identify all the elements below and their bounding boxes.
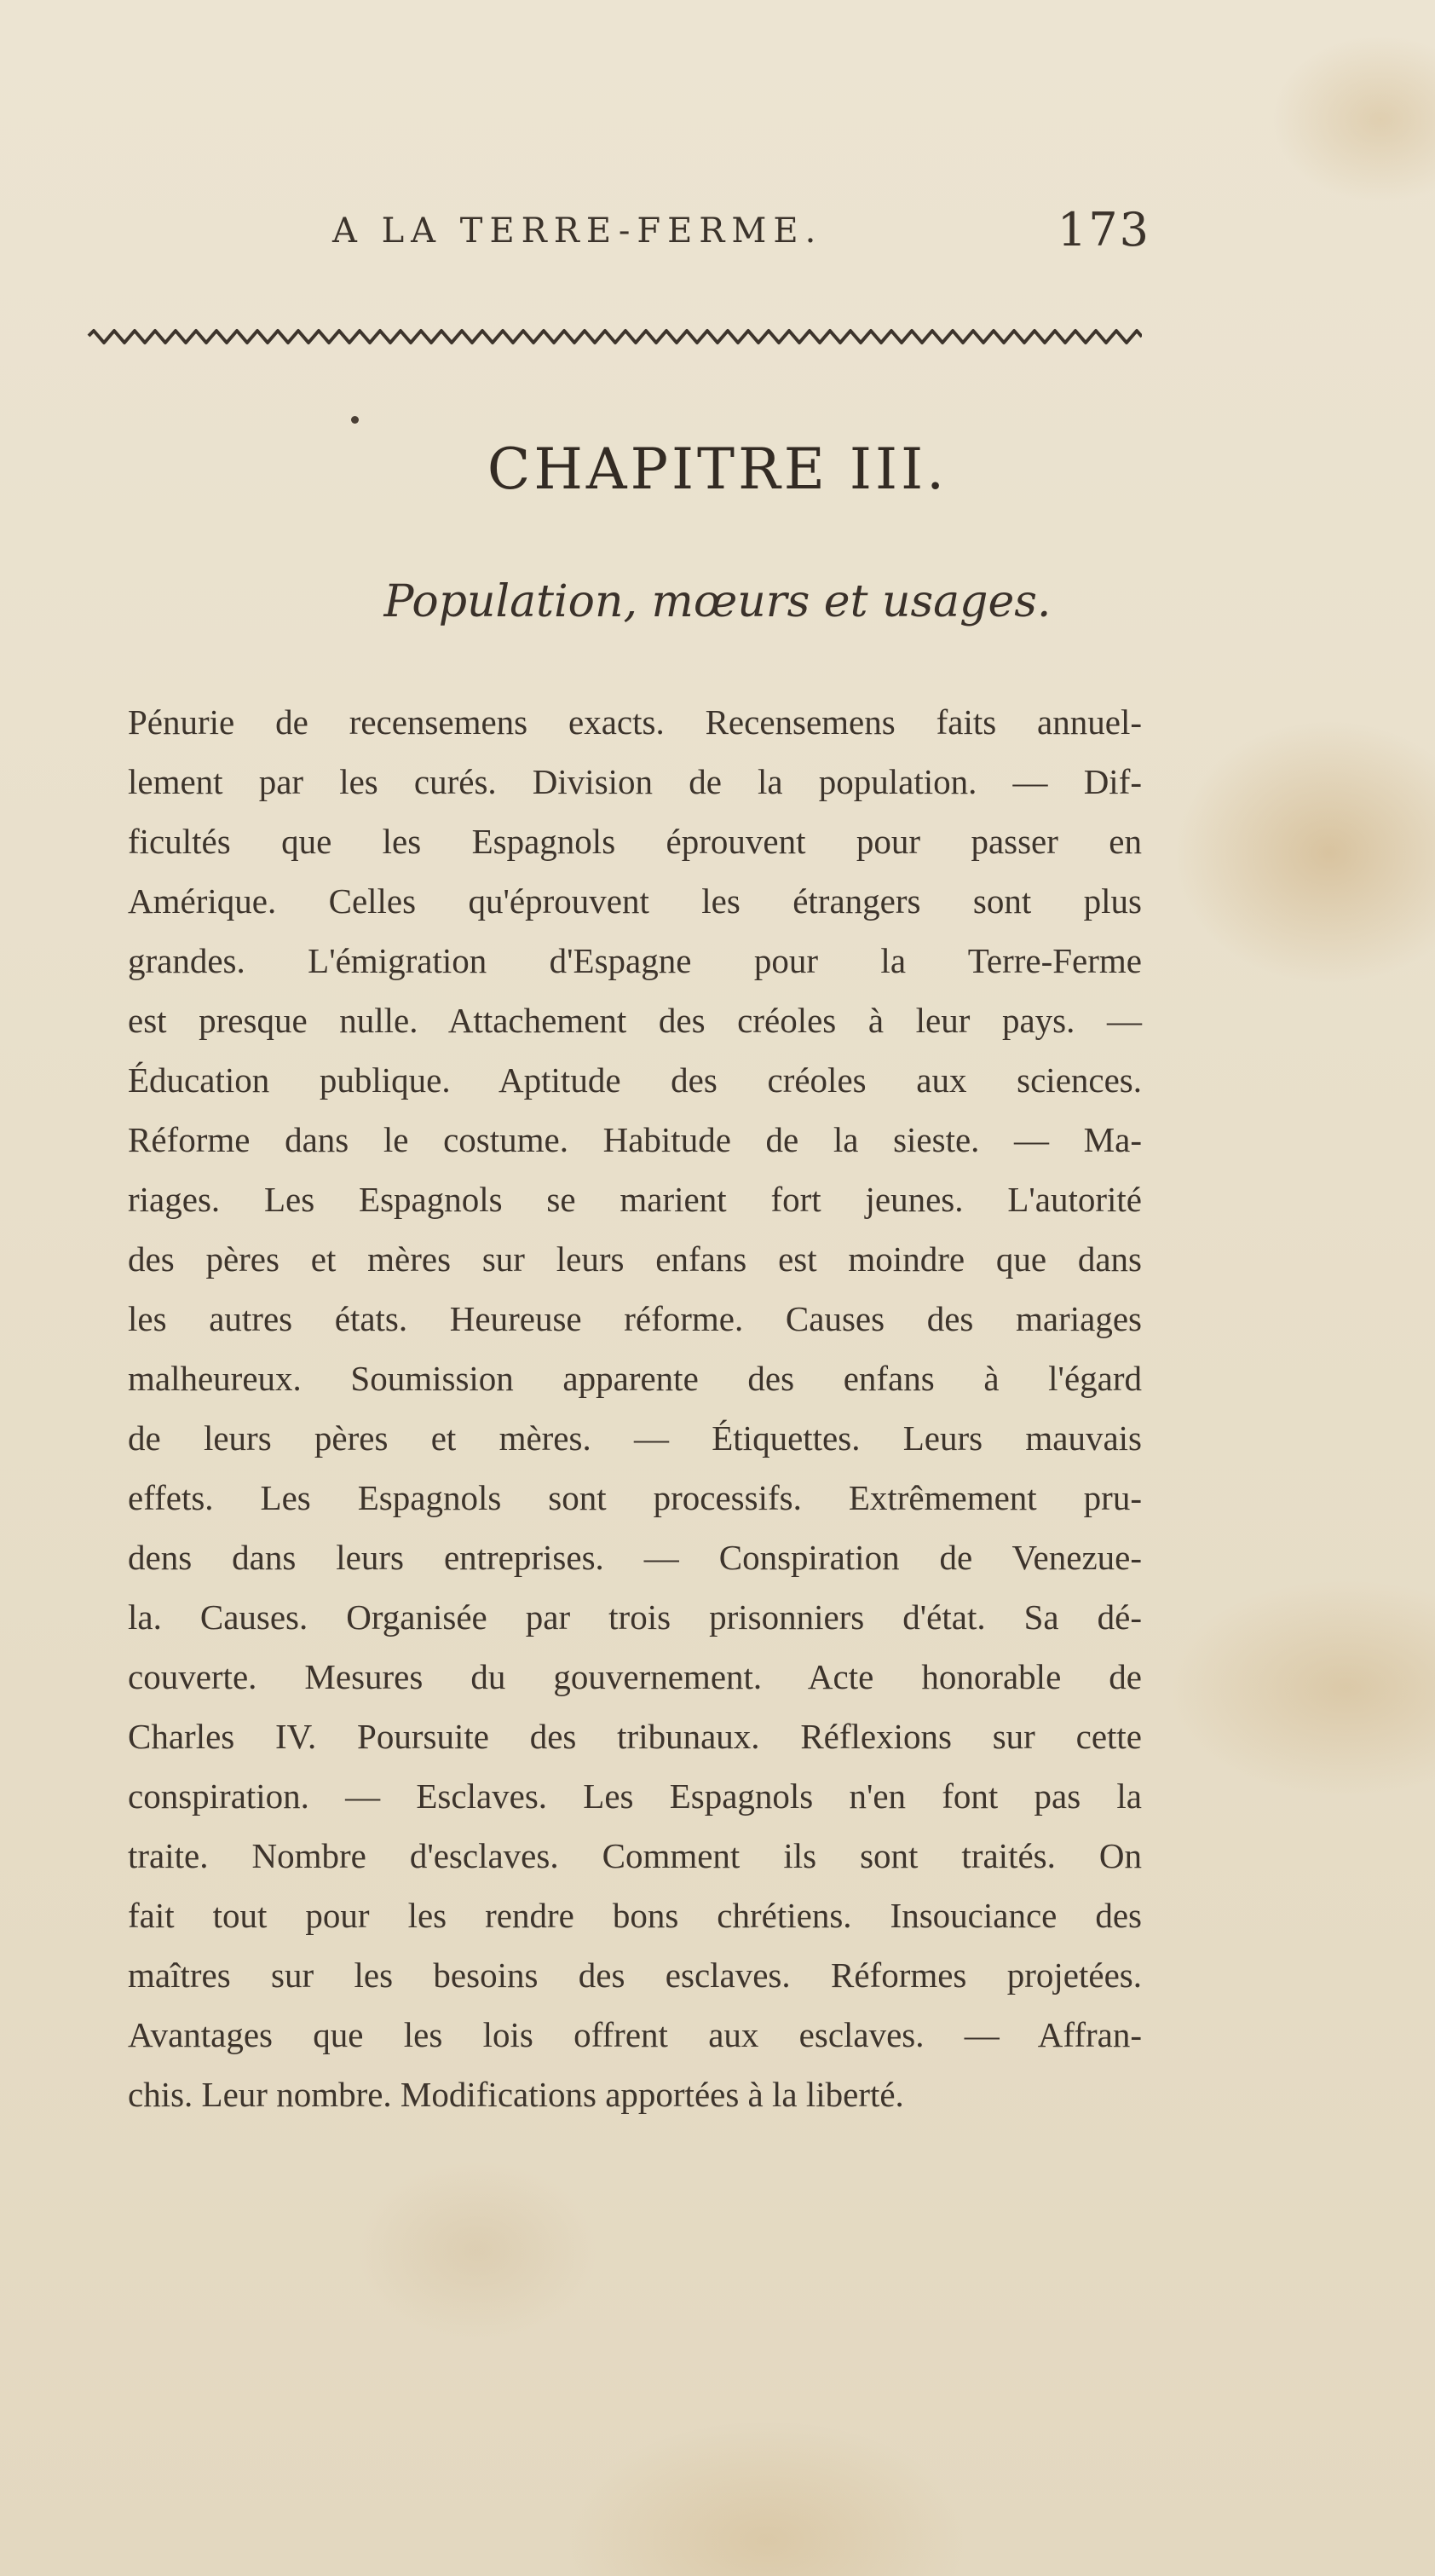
ornamental-rule [85, 322, 1142, 353]
summary-line: conspiration. — Esclaves. Les Espagnols n'en font pas la [128, 1776, 1142, 1816]
chapter-title: CHAPITRE III. [487, 436, 948, 502]
summary-line: de leurs pères et mères. — Étiquettes. Leurs mauvais [128, 1418, 1142, 1458]
summary-line: malheureux. Soumission apparente des enfans à l'égard [128, 1359, 1142, 1398]
summary-line: Réforme dans le costume. Habitude de la sieste. — Ma- [128, 1120, 1142, 1159]
summary-line: Avantages que les lois offrent aux esclaves. — Affran- [128, 2015, 1142, 2054]
summary-line: chis. Leur nombre. Modifications apportées à la liberté. [128, 2075, 904, 2114]
page-number: 173 [1057, 203, 1150, 257]
summary-line: traite. Nombre d'esclaves. Comment ils sont traités. On [128, 1836, 1142, 1875]
summary-line: la. Causes. Organisée par trois prisonniers d'état. Sa dé- [128, 1597, 1142, 1637]
running-title: A LA TERRE-FERME. [332, 211, 823, 251]
summary-line: Amérique. Celles qu'éprouvent les étrangers sont plus [128, 881, 1142, 921]
summary-line: dens dans leurs entreprises. — Conspiration de Venezue- [128, 1538, 1142, 1577]
summary-line: Charles IV. Poursuite des tribunaux. Réflexions sur cette [128, 1717, 1142, 1756]
summary-line: Éducation publique. Aptitude des créoles aux sciences. [128, 1060, 1142, 1100]
summary-line: maîtres sur les besoins des esclaves. Réformes projetées. [128, 1955, 1142, 1995]
summary-line: des pères et mères sur leurs enfans est moindre que dans [128, 1239, 1142, 1279]
summary-line: couverte. Mesures du gouvernement. Acte honorable de [128, 1657, 1142, 1696]
summary-line: les autres états. Heureuse réforme. Causes des mariages [128, 1299, 1142, 1338]
chapter-summary [128, 692, 1142, 2124]
summary-line: Pénurie de recensemens exacts. Recensemens faits annuel- [128, 702, 1142, 742]
summary-line: fait tout pour les rendre bons chrétiens. Insouciance des [128, 1896, 1142, 1935]
page-header [332, 196, 1150, 264]
summary-line: effets. Les Espagnols sont processifs. Extrêmement pru- [128, 1478, 1142, 1517]
chapter-subtitle: Population, mœurs et usages. [383, 576, 1052, 627]
summary-line: est presque nulle. Attachement des créoles à leur pays. — [128, 1001, 1142, 1040]
summary-line: riages. Les Espagnols se marient fort jeunes. L'autorité [128, 1180, 1142, 1219]
summary-line: ficultés que les Espagnols éprouvent pour passer en [128, 822, 1142, 861]
summary-line: lement par les curés. Division de la population. — Dif- [128, 762, 1142, 801]
summary-line: grandes. L'émigration d'Espagne pour la Terre-Ferme [128, 941, 1142, 980]
ink-speck [351, 416, 359, 424]
